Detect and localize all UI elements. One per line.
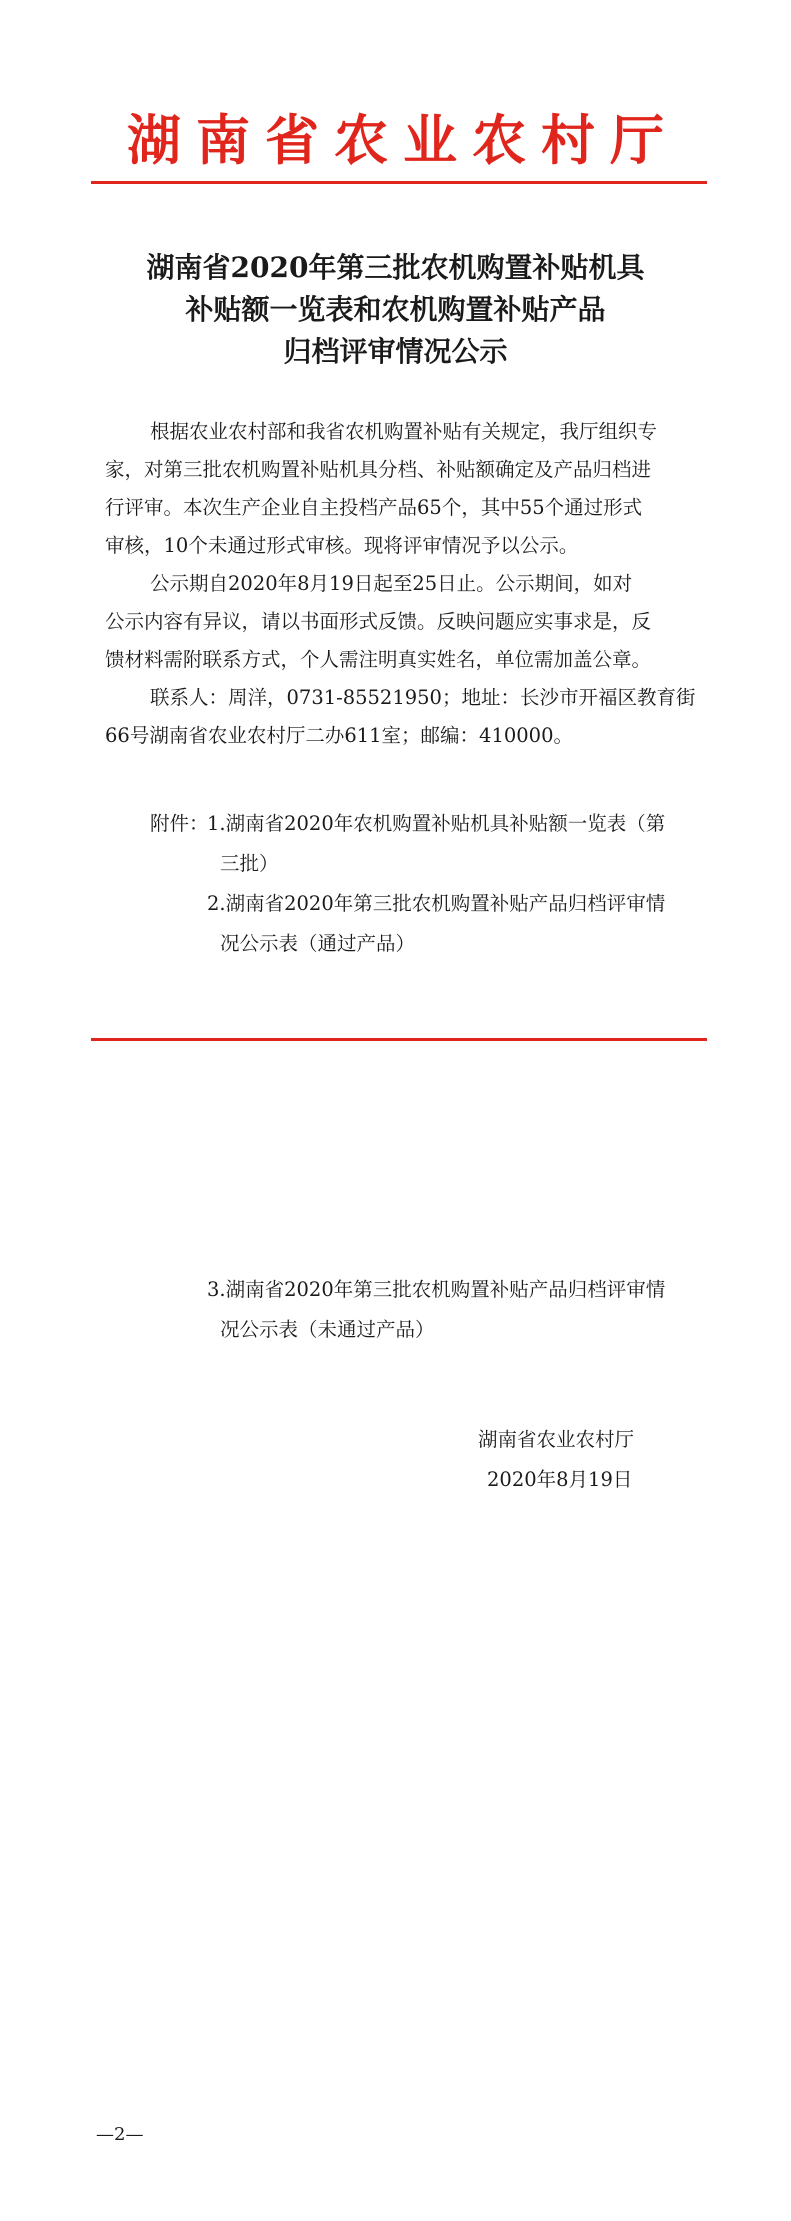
header-red-rule: [91, 181, 707, 184]
contact-line: 联系人：周洋，0731-85521950；地址：长沙市开福区教育街: [150, 686, 696, 709]
body-line: 行评审。本次生产企业自主投档产品65个，其中55个通过形式: [105, 496, 643, 519]
notice-title-line-2: 补贴额一览表和农机购置补贴产品: [185, 293, 606, 326]
attachment-item-3: 3.湖南省2020年第三批农机购置补贴产品归档评审情: [207, 1278, 666, 1301]
notice-title-line-1: 湖南省2020年第三批农机购置补贴机具: [146, 251, 645, 284]
attachment-item-2: 2.湖南省2020年第三批农机购置补贴产品归档评审情: [207, 892, 666, 915]
attachment-item-2-cont: 况公示表（通过产品）: [220, 932, 416, 955]
attachment-item-1: 1.湖南省2020年农机购置补贴机具补贴额一览表（第: [207, 812, 666, 835]
body-line: 馈材料需附联系方式，个人需注明真实姓名，单位需加盖公章。: [105, 648, 652, 671]
body-line: 家，对第三批农机购置补贴机具分档、补贴额确定及产品归档进: [105, 458, 652, 481]
agency-banner: 湖南省农业农村厅: [127, 108, 679, 172]
signature-org: 湖南省农业农村厅: [478, 1428, 635, 1451]
body-line: 公示期自2020年8月19日起至25日止。公示期间，如对: [150, 572, 633, 595]
signature-date: 2020年8月19日: [487, 1468, 633, 1491]
body-line: 审核，10个未通过形式审核。现将评审情况予以公示。: [105, 534, 579, 557]
attachments-label: 附件：: [150, 812, 209, 835]
body-line: 根据农业农村部和我省农机购置补贴有关规定，我厅组织专: [150, 420, 658, 443]
address-line: 66号湖南省农业农村厅二办611室；邮编：410000。: [105, 724, 573, 747]
section-divider-rule: [91, 1038, 707, 1041]
attachment-item-3-cont: 况公示表（未通过产品）: [220, 1318, 435, 1341]
page-number: —2—: [96, 2124, 144, 2145]
body-line: 公示内容有异议，请以书面形式反馈。反映问题应实事求是，反: [105, 610, 652, 633]
notice-title-line-3: 归档评审情况公示: [283, 335, 508, 368]
attachment-item-1-cont: 三批）: [220, 852, 279, 875]
